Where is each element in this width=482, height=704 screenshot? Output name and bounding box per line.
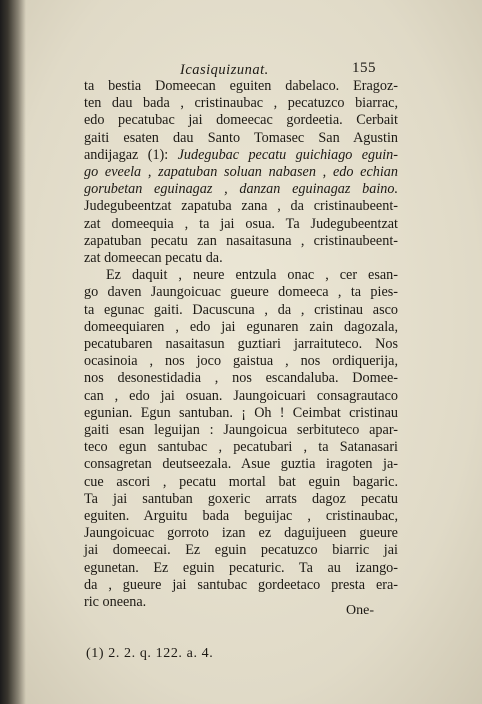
text-line: Ez daquit , neure entzula onac , cer esan- [106,267,398,284]
text-line: go daven Jaungoicuac gueure domeeca , ta pies- [84,284,398,301]
text-line: egunian. Egun santuban. ¡ Oh ! Ceimbat cristinau [84,404,398,421]
text-line: Jaungoicuac gorroto izan ez daguijueen gueure [84,525,398,542]
quotation-text: Judegubac pecatu guichiago eguin- [177,146,399,163]
paragraph-2 [84,267,398,611]
text-line: go eveela , zapatuban soluan nabasen , edo echian [84,164,398,181]
text-line: gaiti esan leguijan : Jaungoicua serbituteco apar- [84,422,398,439]
text-line: ten dau bada , cristinaubac , pecatuzco biarrac, [84,95,398,112]
text-line: zat domeecan pecatu da. [84,250,223,267]
book-spine-shadow [0,0,26,704]
text-line: ta bestia Domeecan eguiten dabelaco. Eragoz- [84,78,398,94]
paragraph-1 [84,78,398,267]
text-line: eguiten. Arguitu bada beguijac , cristinaubac, [84,508,398,525]
text-line: consagretan deutseezala. Asue guztia iragoten ja- [84,456,398,473]
text-line: edo pecatubac jai domeecac gordeetia. Cerbait [84,112,398,129]
text-line: jai domeecai. Ez eguin pecatuzco biarric jai [84,542,398,559]
text-line: domeequiaren , edo jai egunaren zain dagozala, [84,318,398,335]
text-line: cue ascori , pecatu mortal bat eguin bagaric. [84,473,398,490]
text-line: ocasinoia , nos joco gaistua , nos ordiquerija, [84,353,398,370]
text-line: can , edo jai osuan. Jaungoicuari consagrautaco [84,387,398,404]
text-line: nos desonestidadia , nos escandaluba. Domee- [84,370,398,387]
footnote: (1) 2. 2. q. 122. a. 4. [86,646,214,661]
text-line: teco egun santubac , pecatubari , ta Satanasari [84,439,398,456]
running-title: Icasiquizunat. [180,62,269,78]
text-line: Ta jai santuban goxeric arrats dagoz pecatu [84,490,398,507]
text-line: gaiti esaten dau Santo Tomasec San Agustin [84,129,398,146]
text-line: ta egunac gaiti. Dacuscuna , da , cristinau asco [84,301,398,318]
text-line: Judegubeentzat zapatuba zana , da cristinaubeent- [84,198,398,215]
page-number: 155 [352,60,376,76]
text-line: pecatubaren nasaitasun guztiari jarraituteco. Nos [84,336,398,353]
text-line: egunetan. Ez eguin pecaturic. Ta au izango- [84,559,398,576]
text-line: andijagaz (1): Judegubac pecatu guichiago eguin- [84,146,399,163]
text-line: ric oneena. [84,594,147,611]
text-line: da , gueure jai santubac gordeetaco presta era- [84,576,398,593]
text-line: zapatuban pecatu zan nasaitasuna , cristinaubeent- [84,232,398,249]
catchword: One- [346,603,374,618]
text-line: zat domeequia , ta jai osua. Ta Judegubeentzat [84,215,398,232]
text-line: gorubetan eguinagaz , danzan eguinagaz baino. [84,181,398,198]
page-body [84,78,398,611]
